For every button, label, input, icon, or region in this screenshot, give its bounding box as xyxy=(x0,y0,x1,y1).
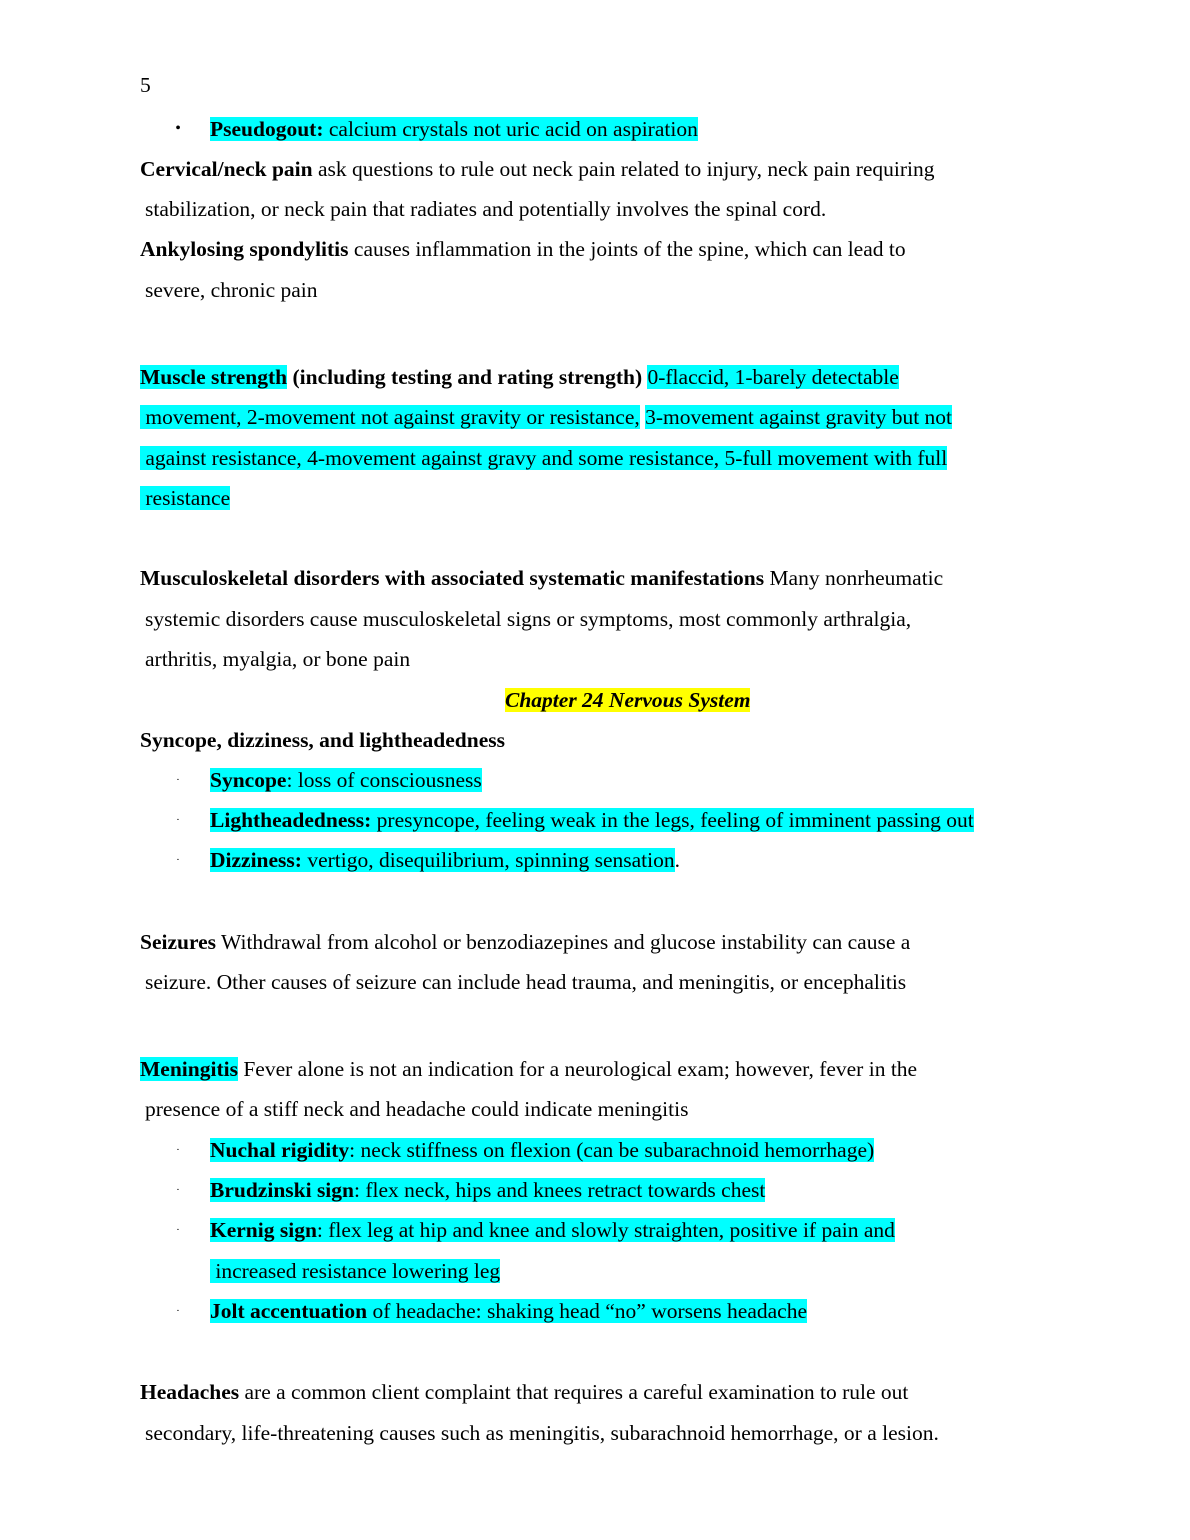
punctuation: . xyxy=(674,848,680,872)
bullet-icon: · xyxy=(176,814,180,826)
bullet-icon: · xyxy=(176,774,180,786)
text: Withdrawal from alcohol or benzodiazepines and glucose instability can cause a xyxy=(216,930,911,954)
text: resistance xyxy=(145,486,231,510)
text: Many nonrheumatic xyxy=(764,566,944,590)
cervical-paragraph-cont: stabilization, or neck pain that radiates and potentially involves the spinal cord. xyxy=(145,197,827,221)
text: against resistance, 4-movement against gravy and some resistance, 5-full movement with full xyxy=(145,446,948,470)
chapter-heading xyxy=(505,685,750,715)
text: movement, 2-movement not against gravity or resistance, xyxy=(145,405,640,429)
muscle-strength-paragraph xyxy=(140,362,899,392)
definition: increased resistance lowering leg xyxy=(215,1259,501,1283)
term: Brudzinski sign xyxy=(210,1178,354,1202)
dizziness-item xyxy=(210,845,680,875)
bullet-icon: · xyxy=(176,1144,180,1156)
definition: of headache: shaking head “no” worsens headache xyxy=(367,1299,808,1323)
text: 0-flaccid, 1-barely detectable xyxy=(647,365,899,389)
term: Pseudogout: xyxy=(210,117,324,141)
definition: : flex neck, hips and knees retract towards chest xyxy=(354,1178,766,1202)
bullet-icon: • xyxy=(175,120,181,137)
bullet-icon: · xyxy=(176,1184,180,1196)
term: Muscle strength xyxy=(140,365,288,389)
jolt-accentuation-item xyxy=(210,1296,807,1326)
meningitis-paragraph xyxy=(140,1054,917,1084)
term: Syncope xyxy=(210,768,287,792)
term: Dizziness: xyxy=(210,848,302,872)
term: Seizures xyxy=(140,930,217,954)
chapter-title: Chapter 24 Nervous System xyxy=(505,688,751,712)
term: Kernig sign xyxy=(210,1218,317,1242)
musculoskeletal-cont: systemic disorders cause musculoskeletal signs or symptoms, most commonly arthralgia, xyxy=(145,607,912,631)
syncope-item xyxy=(210,765,482,795)
musculoskeletal-cont: arthritis, myalgia, or bone pain xyxy=(145,647,411,671)
meningitis-cont: presence of a stiff neck and headache could indicate meningitis xyxy=(145,1097,689,1121)
subterm: (including testing and rating strength) xyxy=(287,365,643,389)
muscle-strength-cont xyxy=(140,443,947,473)
text: causes inflammation in the joints of the spine, which can lead to xyxy=(348,237,906,261)
nuchal-rigidity-item xyxy=(210,1135,874,1165)
page-number: 5 xyxy=(140,73,151,97)
ankylosing-paragraph xyxy=(140,234,906,264)
text: 3-movement against gravity but not xyxy=(645,405,953,429)
ankylosing-paragraph-cont: severe, chronic pain xyxy=(145,278,318,302)
musculoskeletal-paragraph xyxy=(140,563,943,593)
kernig-item xyxy=(210,1215,895,1245)
term: Lightheadedness: xyxy=(210,808,372,832)
kernig-item-cont xyxy=(210,1256,500,1286)
term: Musculoskeletal disorders with associated systematic manifestations xyxy=(140,566,765,590)
brudzinski-item xyxy=(210,1175,765,1205)
bullet-icon: · xyxy=(176,854,180,866)
cervical-paragraph xyxy=(140,154,935,184)
term: Cervical/neck pain xyxy=(140,157,313,181)
pseudogout-item xyxy=(210,114,698,144)
muscle-strength-cont xyxy=(140,483,230,513)
term: Jolt accentuation xyxy=(210,1299,368,1323)
bullet-icon: · xyxy=(176,1224,180,1236)
definition: presyncope, feeling weak in the legs, feeling of imminent passing out xyxy=(371,808,974,832)
seizures-paragraph xyxy=(140,927,910,957)
text: ask questions to rule out neck pain related to injury, neck pain requiring xyxy=(312,157,935,181)
definition: vertigo, disequilibrium, spinning sensation xyxy=(301,848,675,872)
term: Nuchal rigidity xyxy=(210,1138,350,1162)
term: Meningitis xyxy=(140,1057,238,1081)
lightheadedness-item xyxy=(210,805,974,835)
term: Ankylosing spondylitis xyxy=(140,237,349,261)
definition: : loss of consciousness xyxy=(286,768,482,792)
definition: : neck stiffness on flexion (can be subarachnoid hemorrhage) xyxy=(349,1138,875,1162)
headaches-cont: secondary, life-threatening causes such as meningitis, subarachnoid hemorrhage, or a lesion. xyxy=(145,1421,939,1445)
text: are a common client complaint that requires a careful examination to rule out xyxy=(239,1380,909,1404)
muscle-strength-cont xyxy=(140,402,952,432)
definition: : flex leg at hip and knee and slowly straighten, positive if pain and xyxy=(316,1218,895,1242)
bullet-icon: · xyxy=(176,1305,180,1317)
headaches-paragraph xyxy=(140,1377,908,1407)
term: Headaches xyxy=(140,1380,240,1404)
text: Fever alone is not an indication for a neurological exam; however, fever in the xyxy=(237,1057,918,1081)
heading-text: Syncope, dizziness, and lightheadedness xyxy=(140,728,505,752)
definition: calcium crystals not uric acid on aspiration xyxy=(323,117,698,141)
seizures-cont: seizure. Other causes of seizure can include head trauma, and meningitis, or encephalitis xyxy=(145,970,907,994)
syncope-heading xyxy=(140,725,505,755)
